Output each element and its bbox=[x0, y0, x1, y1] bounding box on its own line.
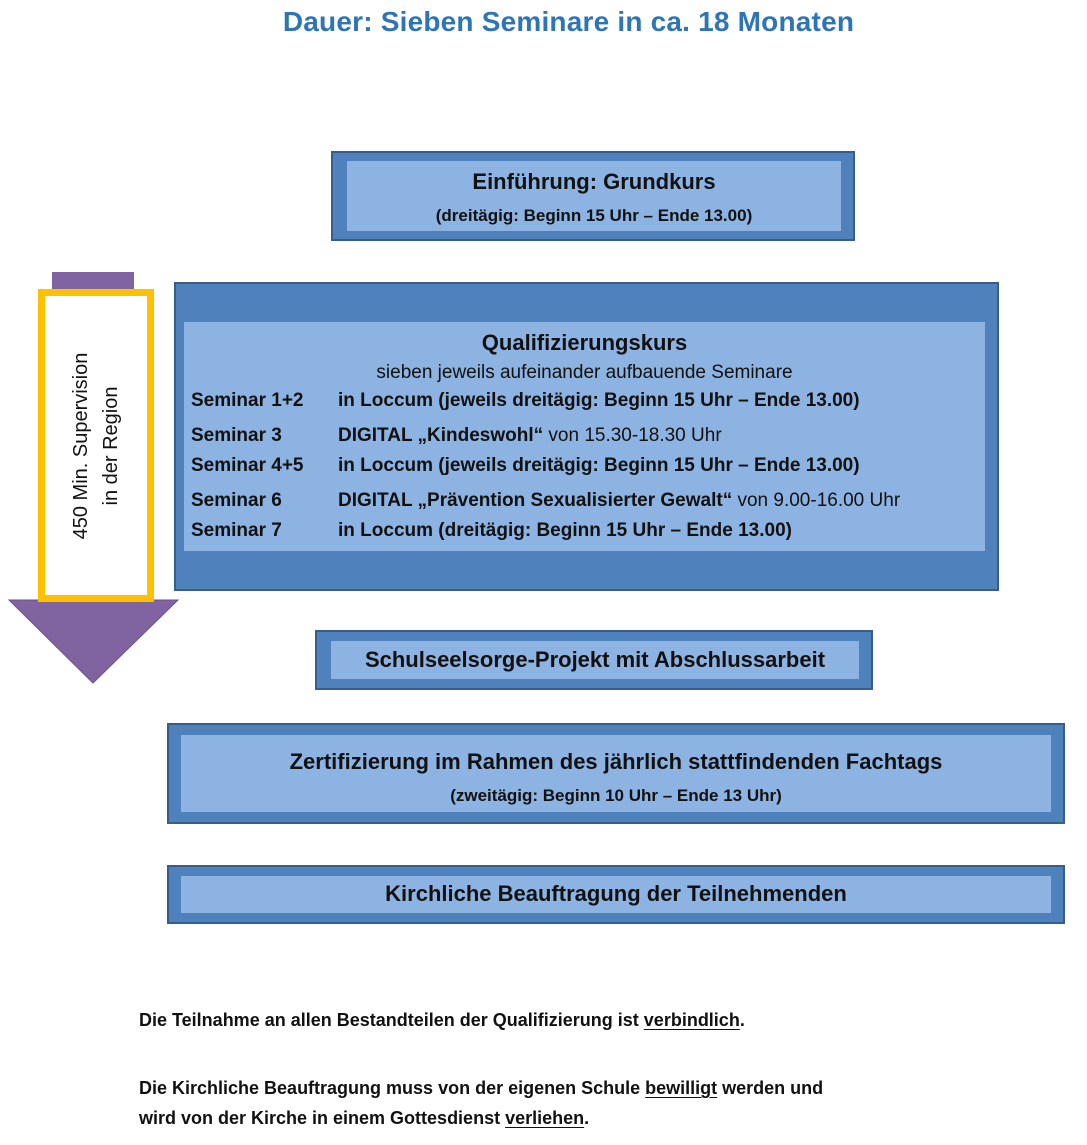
seminar-detail: in Loccum (jeweils dreitägig: Beginn 15 Uhr – Ende 13.00) bbox=[338, 455, 860, 476]
page-title: Dauer: Sieben Seminare in ca. 18 Monaten bbox=[282, 6, 855, 37]
note-teilnahme: Die Teilnahme an allen Bestandteilen der Qualifizierung ist verbindlich. bbox=[139, 1010, 745, 1030]
qualifizierung-title: Qualifizierungskurs bbox=[481, 330, 688, 355]
seminar-label: Seminar 1+2 bbox=[191, 390, 304, 411]
beauftragung-box bbox=[167, 865, 1065, 924]
seminar-time: von 9.00-16.00 Uhr bbox=[732, 490, 901, 511]
seminar-time: von 15.30-18.30 Uhr bbox=[543, 425, 722, 446]
qualifizierung-subtitle: sieben jeweils aufeinander aufbauende Seminare bbox=[376, 362, 793, 383]
einfuehrung-subtitle: (dreitägig: Beginn 15 Uhr – Ende 13.00) bbox=[435, 206, 753, 225]
seminar-detail: DIGITAL „Kindeswohl“ bbox=[338, 425, 544, 446]
beauftragung-title: Kirchliche Beauftragung der Teilnehmenden bbox=[385, 881, 847, 906]
note-underline-verliehen: verliehen bbox=[505, 1108, 585, 1128]
zertifizierung-title: Zertifizierung im Rahmen des jährlich stattfindenden Fachtags bbox=[289, 749, 943, 774]
seminar-label: Seminar 4+5 bbox=[191, 455, 304, 476]
note-underline-bewilligt: bewilligt bbox=[645, 1078, 718, 1098]
seminar-detail: DIGITAL „Prävention Sexualisierter Gewalt“ bbox=[338, 490, 733, 511]
einfuehrung-title: Einführung: Grundkurs bbox=[472, 169, 716, 194]
seminar-detail: in Loccum (dreitägig: Beginn 15 Uhr – Ende 13.00) bbox=[338, 520, 792, 541]
zertifizierung-subtitle: (zweitägig: Beginn 10 Uhr – Ende 13 Uhr) bbox=[450, 786, 782, 805]
einfuehrung-box bbox=[331, 151, 855, 241]
supervision-line2: in der Region bbox=[100, 386, 122, 505]
seminar-label: Seminar 7 bbox=[191, 520, 282, 541]
zertifizierung-box bbox=[167, 723, 1065, 824]
supervision-line1: 450 Min. Supervision bbox=[70, 352, 92, 539]
projekt-box bbox=[315, 630, 873, 690]
projekt-title: Schulseelsorge-Projekt mit Abschlussarbeit bbox=[364, 647, 826, 672]
note-beauftragung: Die Kirchliche Beauftragung muss von der eigenen Schule bewilligt werden und wird von der Kirche in einem Gottesdienst verliehen. bbox=[139, 1078, 824, 1128]
seminar-label: Seminar 3 bbox=[191, 425, 282, 446]
note-underline-verbindlich: verbindlich bbox=[643, 1010, 740, 1030]
seminar-detail: in Loccum (jeweils dreitägig: Beginn 15 Uhr – Ende 13.00) bbox=[338, 390, 860, 411]
supervision-box bbox=[38, 289, 154, 602]
seminar-label: Seminar 6 bbox=[191, 490, 282, 511]
